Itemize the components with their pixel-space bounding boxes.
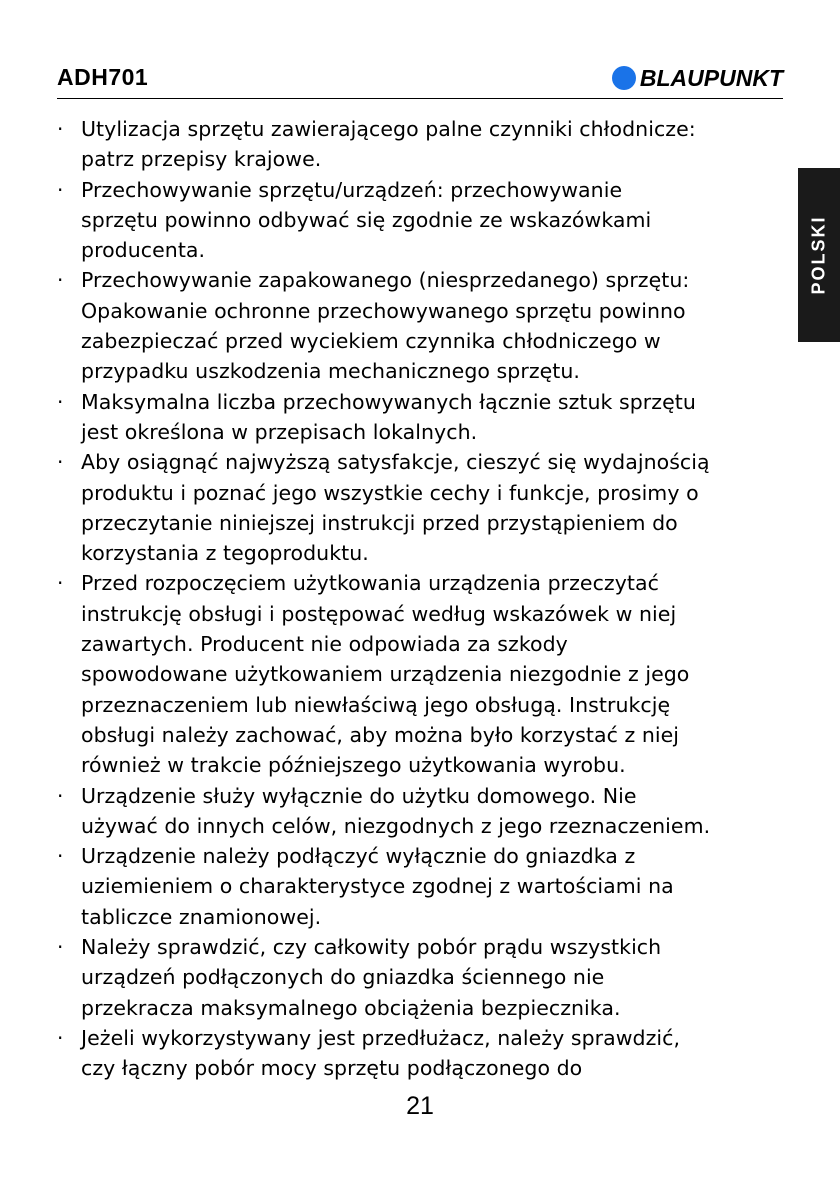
list-item-text: Przed rozpoczęciem użytkowania urządzenia przeczytać instrukcję obsługi i postępować według wskazówek w niej zawartych. Producent nie odpowiada za szkody spowodowane użytkowaniem urządzenia niezgodnie z jego przeznaczeniem lub niewłaściwą jego obsługą. Instrukcję obsługi należy zachować, aby można było korzystać z niej również w trakcie późniejszego użytkowania wyrobu. <box>81 571 690 778</box>
page-number: 21 <box>406 1092 434 1120</box>
list-item <box>48 568 790 780</box>
language-tab-label: POLSKI <box>808 215 829 295</box>
list-item-text: Urządzenie służy wyłącznie do użytku domowego. Nie używać do innych celów, niezgodnych z jego rzeznaczeniem. <box>81 783 711 838</box>
bullet-icon: · <box>57 571 64 596</box>
list-item-text: Przechowywanie zapakowanego (niesprzedanego) sprzętu: Opakowanie ochronne przechowywanego sprzętu powinno zabezpieczać przed wyciekiem czynnika chłodniczego w przypadku uszkodzenia mechanicznego sprzętu. <box>81 268 690 384</box>
page-header <box>57 62 783 99</box>
bullet-list <box>48 114 790 1084</box>
safety-instructions <box>48 114 790 1084</box>
bullet-icon: · <box>57 844 64 869</box>
bullet-icon: · <box>57 177 64 202</box>
bullet-icon: · <box>57 935 64 960</box>
list-item <box>48 1023 790 1084</box>
list-item <box>48 265 790 386</box>
language-tab <box>798 168 840 342</box>
list-item <box>48 781 790 842</box>
model-name: ADH701 <box>57 64 149 90</box>
brand-name: BLAUPUNKT <box>639 64 783 91</box>
list-item-text: Aby osiągnąć najwyższą satysfakcje, cieszyć się wydajnością produktu i poznać jego wszystkie cechy i funkcje, prosimy o przeczytanie niniejszej instrukcji przed przystąpieniem do korzystania z tegoproduktu. <box>81 450 710 566</box>
list-item <box>48 387 790 448</box>
list-item <box>48 114 790 175</box>
bullet-icon: · <box>57 389 64 414</box>
bullet-icon: · <box>57 117 64 141</box>
list-item-text: Należy sprawdzić, czy całkowity pobór prądu wszystkich urządzeń podłączonych do gniazdka ściennego nie przekracza maksymalnego obciążenia bezpiecznika. <box>81 935 662 1020</box>
bullet-icon: · <box>57 1025 64 1050</box>
list-item-text: Urządzenie należy podłączyć wyłącznie do gniazdka z uziemieniem o charakterystyce zgodnej z wartościami na tabliczce znamionowej. <box>81 844 674 929</box>
list-item-text: Przechowywanie sprzętu/urządzeń: przechowywanie sprzętu powinno odbywać się zgodnie ze wskazówkami producenta. <box>81 177 652 263</box>
bullet-icon: · <box>57 783 64 808</box>
bullet-icon: · <box>57 268 64 293</box>
list-item-text: Utylizacja sprzętu zawierającego palne czynniki chłodnicze: patrz przepisy krajowe. <box>81 117 696 172</box>
bullet-icon: · <box>57 450 64 475</box>
brand-logo <box>612 64 783 92</box>
list-item <box>48 932 790 1023</box>
brand-dot-icon <box>612 66 636 90</box>
list-item <box>48 447 790 568</box>
list-item <box>48 841 790 932</box>
list-item <box>48 175 790 266</box>
list-item-text: Maksymalna liczba przechowywanych łącznie sztuk sprzętu jest określona w przepisach lokalnych. <box>81 389 696 444</box>
list-item-text: Jeżeli wykorzystywany jest przedłużacz, należy sprawdzić, czy łączny pobór mocy sprzętu podłączonego do <box>81 1025 681 1081</box>
